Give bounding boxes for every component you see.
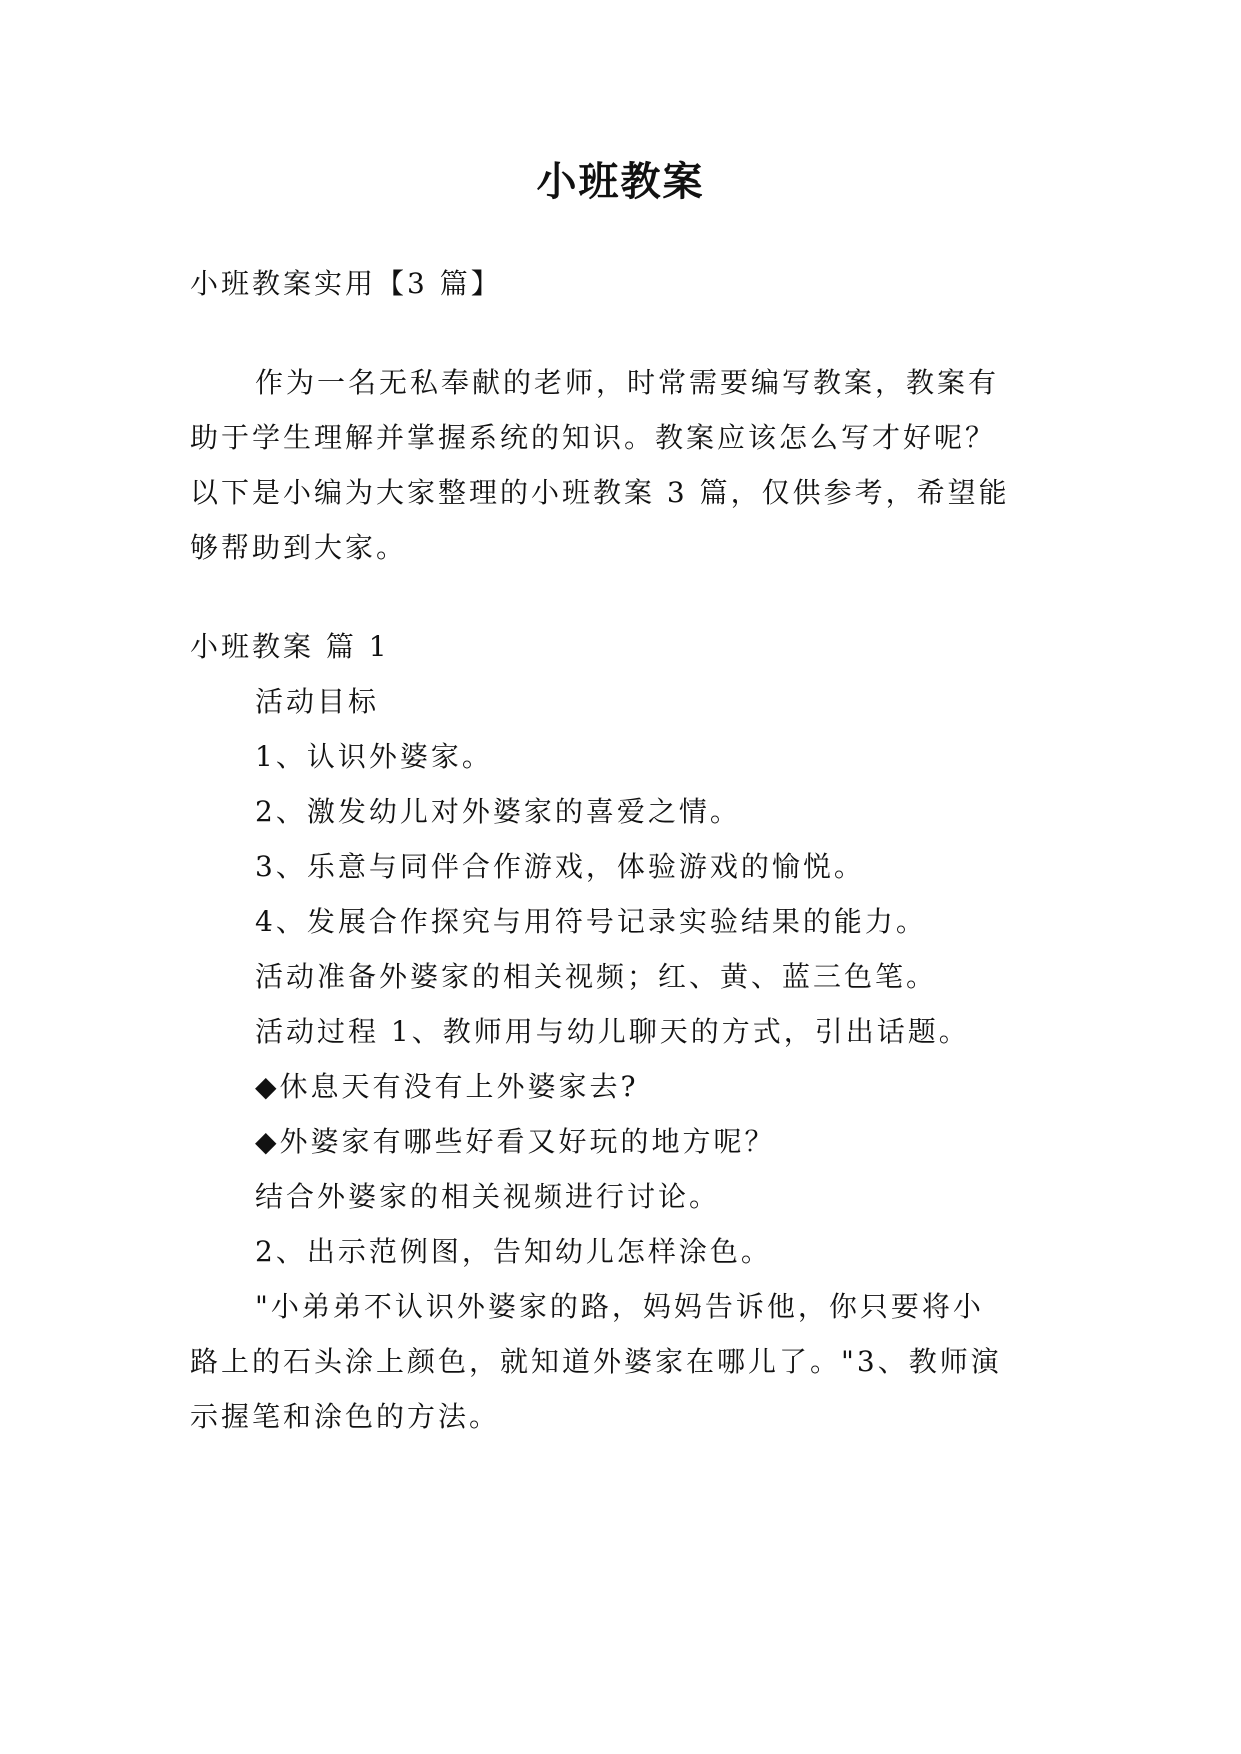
- body-line: 2、出示范例图，告知幼儿怎样涂色。: [255, 1235, 772, 1268]
- body-line: 3、乐意与同伴合作游戏，体验游戏的愉悦。: [255, 850, 865, 883]
- document-title: 小班教案: [536, 158, 705, 205]
- body-line: 1、认识外婆家。: [255, 740, 493, 773]
- body-line: ◆外婆家有哪些好看又好玩的地方呢？: [255, 1125, 776, 1158]
- body-line: 结合外婆家的相关视频进行讨论。: [255, 1180, 721, 1213]
- body-line: ◆休息天有没有上外婆家去?: [255, 1070, 639, 1103]
- body-line: 2、激发幼儿对外婆家的喜爱之情。: [255, 795, 741, 828]
- body-line: 活动目标: [255, 685, 380, 718]
- intro-line-3: 以下是小编为大家整理的小班教案 3 篇，仅供参考，希望能: [190, 476, 1010, 509]
- body-line: "小弟弟不认识外婆家的路，妈妈告诉他，你只要将小: [255, 1290, 984, 1323]
- body-line: 活动准备外婆家的相关视频；红、黄、蓝三色笔。: [255, 960, 938, 993]
- body-line: 活动过程 1、教师用与幼儿聊天的方式，引出话题。: [255, 1015, 970, 1048]
- body-line: 路上的石头涂上颜色，就知道外婆家在哪儿了。"3、教师演: [190, 1345, 1002, 1378]
- intro-line-2: 助于学生理解并掌握系统的知识。教案应该怎么写才好呢？: [190, 421, 997, 454]
- body-line: 示握笔和涂色的方法。: [190, 1400, 501, 1433]
- intro-line-1: 作为一名无私奉献的老师，时常需要编写教案，教案有: [255, 366, 1000, 399]
- body-line: 4、发展合作探究与用符号记录实验结果的能力。: [255, 905, 927, 938]
- section-heading: 小班教案 篇 1: [190, 630, 390, 663]
- document-subtitle: 小班教案实用【3 篇】: [190, 267, 502, 300]
- intro-line-4: 够帮助到大家。: [190, 531, 408, 564]
